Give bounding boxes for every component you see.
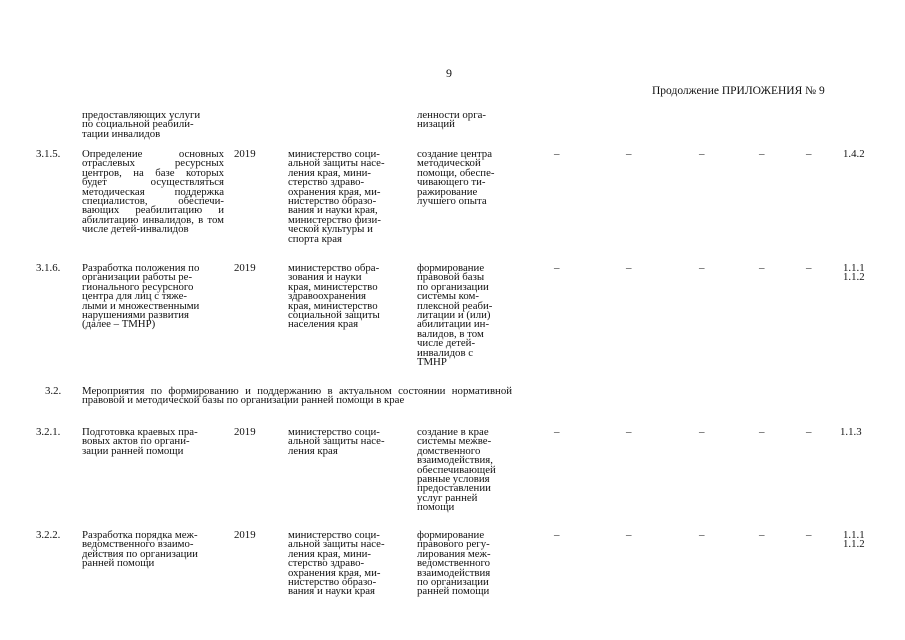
- dash-cell: –: [626, 262, 632, 274]
- executor-cell: министерство соци- альной защиты насе- ления края: [288, 426, 385, 457]
- indicator-refs-cell: 1.1.1 1.1.2: [843, 262, 865, 284]
- dash-cell: –: [626, 148, 632, 160]
- dash-cell: –: [554, 262, 560, 274]
- year-cell: 2019: [234, 148, 256, 160]
- dash-cell: –: [699, 262, 705, 274]
- executor-cell: министерство соци- альной защиты насе- ления края, мини- стерство здраво- охранения края, ми- нистерство образо- вания и науки края, министерство физи- ческой культуры и спорта края: [288, 148, 385, 245]
- carryover-name-cell: предоставляющих услуги по социальной реабили- тации инвалидов: [82, 109, 201, 140]
- appendix-continuation-header: Продолжение ПРИЛОЖЕНИЯ № 9: [652, 85, 825, 97]
- indicator-refs-cell: 1.1.3: [840, 426, 862, 438]
- indicator-refs-cell: 1.1.1 1.1.2: [843, 529, 865, 551]
- dash-cell: –: [626, 426, 632, 438]
- dash-cell: –: [759, 262, 765, 274]
- dash-cell: –: [759, 148, 765, 160]
- dash-cell: –: [554, 426, 560, 438]
- result-cell: создание в крае системы межве- домственного взаимодействия, обеспечивающей равные условия предоставлении услуг ранней помощи: [417, 426, 496, 514]
- section-number: 3.2.: [45, 385, 62, 397]
- executor-cell: министерство соци- альной защиты насе- ления края, мини- стерство здраво- охранения края, ми- нистерство образо- вания и науки края: [288, 529, 385, 598]
- dash-cell: –: [554, 148, 560, 160]
- dash-cell: –: [699, 148, 705, 160]
- result-cell: создание центра методической помощи, обеспе- чивающего ти- ражирование лучшего опыта: [417, 148, 495, 208]
- result-cell: формирование правовой базы по организации системы ком- плексной реаби- литации и (или) абилитации ин- валидов, в том числе детей- инвалидов с ТМНР: [417, 262, 493, 369]
- activity-name-cell: Разработка положения по организации работы ре- гионального ресурсного центра для лиц с тяже- лыми и множественными нарушениями развития (далее – ТМНР): [82, 262, 200, 331]
- year-cell: 2019: [234, 529, 256, 541]
- indicator-refs-cell: 1.4.2: [843, 148, 865, 160]
- section-title: Мероприятия по формированию и поддержанию в актуальном состоянии нормативной правовой и методической базы по организации ранней помощи в крае: [82, 385, 512, 407]
- dash-cell: –: [554, 529, 560, 541]
- dash-cell: –: [699, 426, 705, 438]
- dash-cell: –: [806, 426, 812, 438]
- row-number: 3.2.1.: [36, 426, 61, 438]
- row-number: 3.1.6.: [36, 262, 61, 274]
- activity-name-cell: Разработка порядка меж- ведомственного взаимо- действия по организации ранней помощи: [82, 529, 198, 570]
- dash-cell: –: [759, 426, 765, 438]
- dash-cell: –: [806, 262, 812, 274]
- carryover-result-cell: ленности орга- низаций: [417, 109, 487, 131]
- row-number: 3.1.5.: [36, 148, 61, 160]
- executor-cell: министерство обра- зования и науки края, министерство здравоохранения края, министерство социальной защиты населения края: [288, 262, 380, 331]
- dash-cell: –: [759, 529, 765, 541]
- page-number: 9: [446, 66, 452, 80]
- dash-cell: –: [626, 529, 632, 541]
- dash-cell: –: [806, 529, 812, 541]
- activity-name-cell: Определение основных отраслевых ресурсных центров, на базе которых будет осуществляться методическая поддержка специалистов, обеспечи-вающих реабилитацию и абилитацию инвалидов, в том числе детей-инвалидов: [82, 148, 224, 236]
- row-number: 3.2.2.: [36, 529, 61, 541]
- dash-cell: –: [806, 148, 812, 160]
- activity-name-cell: Подготовка краевых пра- вовых актов по органи- зации ранней помощи: [82, 426, 198, 457]
- year-cell: 2019: [234, 426, 256, 438]
- result-cell: формирование правового регу- лирования меж- ведомственного взаимодействия по организации ранней помощи: [417, 529, 491, 598]
- year-cell: 2019: [234, 262, 256, 274]
- dash-cell: –: [699, 529, 705, 541]
